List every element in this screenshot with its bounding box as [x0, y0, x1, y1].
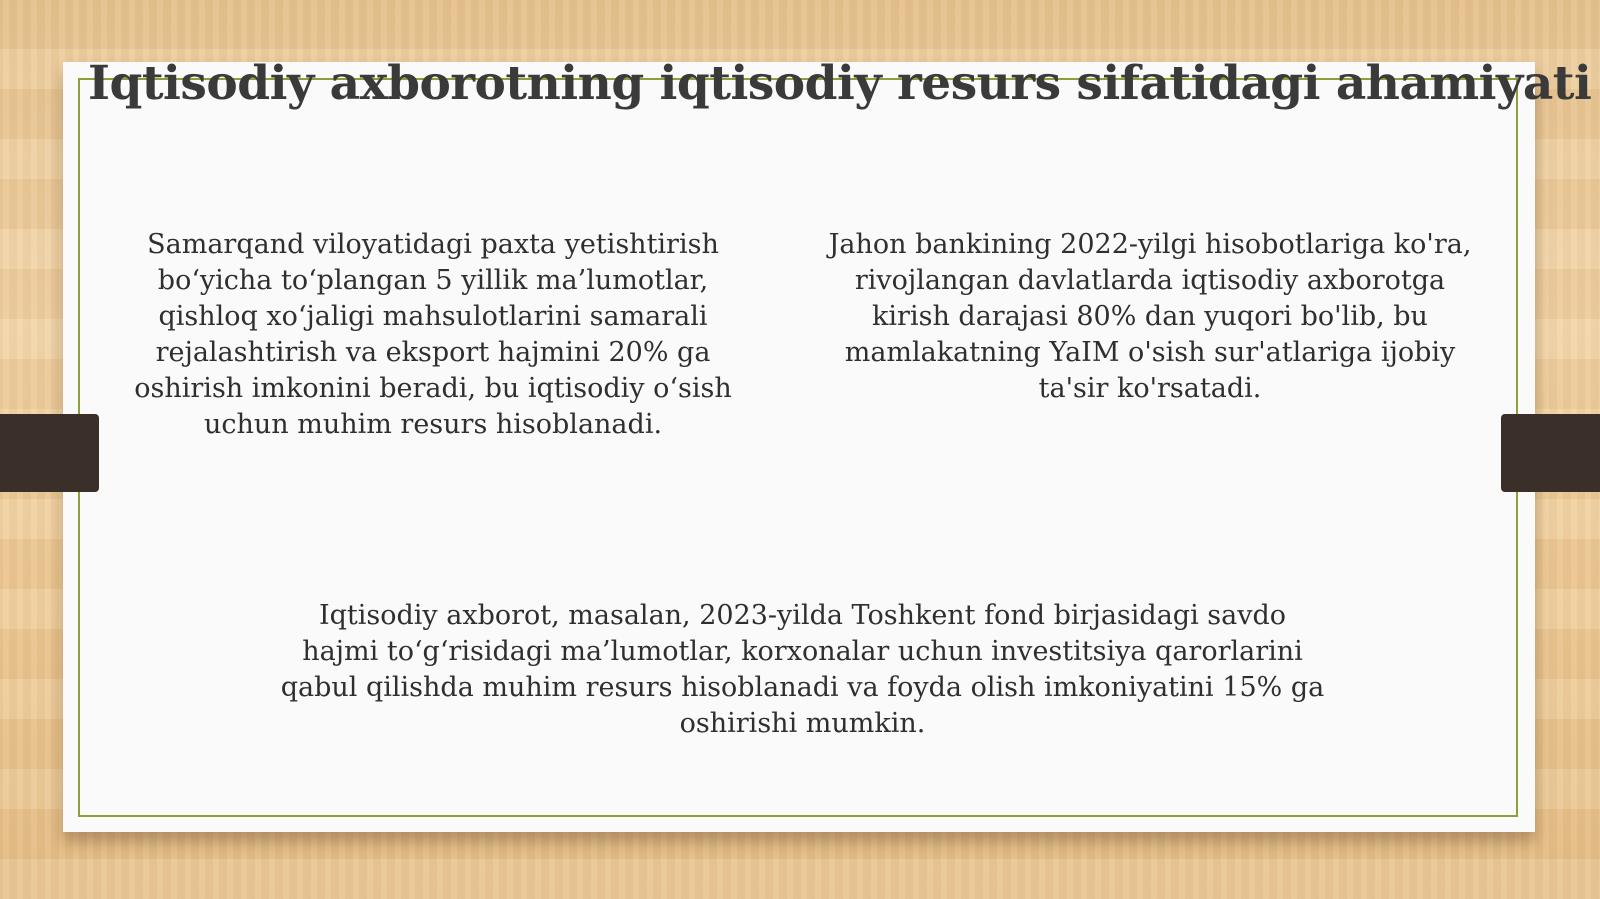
left-binder-clip [0, 414, 99, 492]
text-block-world-bank: Jahon bankining 2022-yilgi hisobotlariga ko'ra, rivojlangan davlatlarda iqtisodiy axborotga kirish darajasi 80% dan yuqori bo'lib, bu mamlakatning YaIM o'sish sur'atlariga ijobiy ta'sir ko'rsatadi. [828, 229, 1472, 404]
text-block-samarqand: Samarqand viloyatidagi paxta yetishtirish bo‘yicha to‘plangan 5 yillik ma’lumotlar, qishloq xo‘jaligi mahsulotlarini samarali rejalashtirish va eksport hajmini 20% ga oshirish imkonini beradi, bu iqtisodiy o‘sish uchun muhim resurs hisoblanadi. [134, 229, 732, 440]
slide-title: Iqtisodiy axborotning iqtisodiy resurs sifatidagi ahamiyati [88, 56, 1592, 111]
text-block-tashkent-exchange: Iqtisodiy axborot, masalan, 2023-yilda Toshkent fond birjasidagi savdo hajmi to‘g‘risidagi ma’lumotlar, korxonalar uchun investitsiya qarorlarini qabul qilishda muhim resurs hisoblanadi va foyda olish imkoniyatini 15% ga oshirishi mumkin. [280, 600, 1325, 739]
right-binder-clip [1501, 414, 1600, 492]
